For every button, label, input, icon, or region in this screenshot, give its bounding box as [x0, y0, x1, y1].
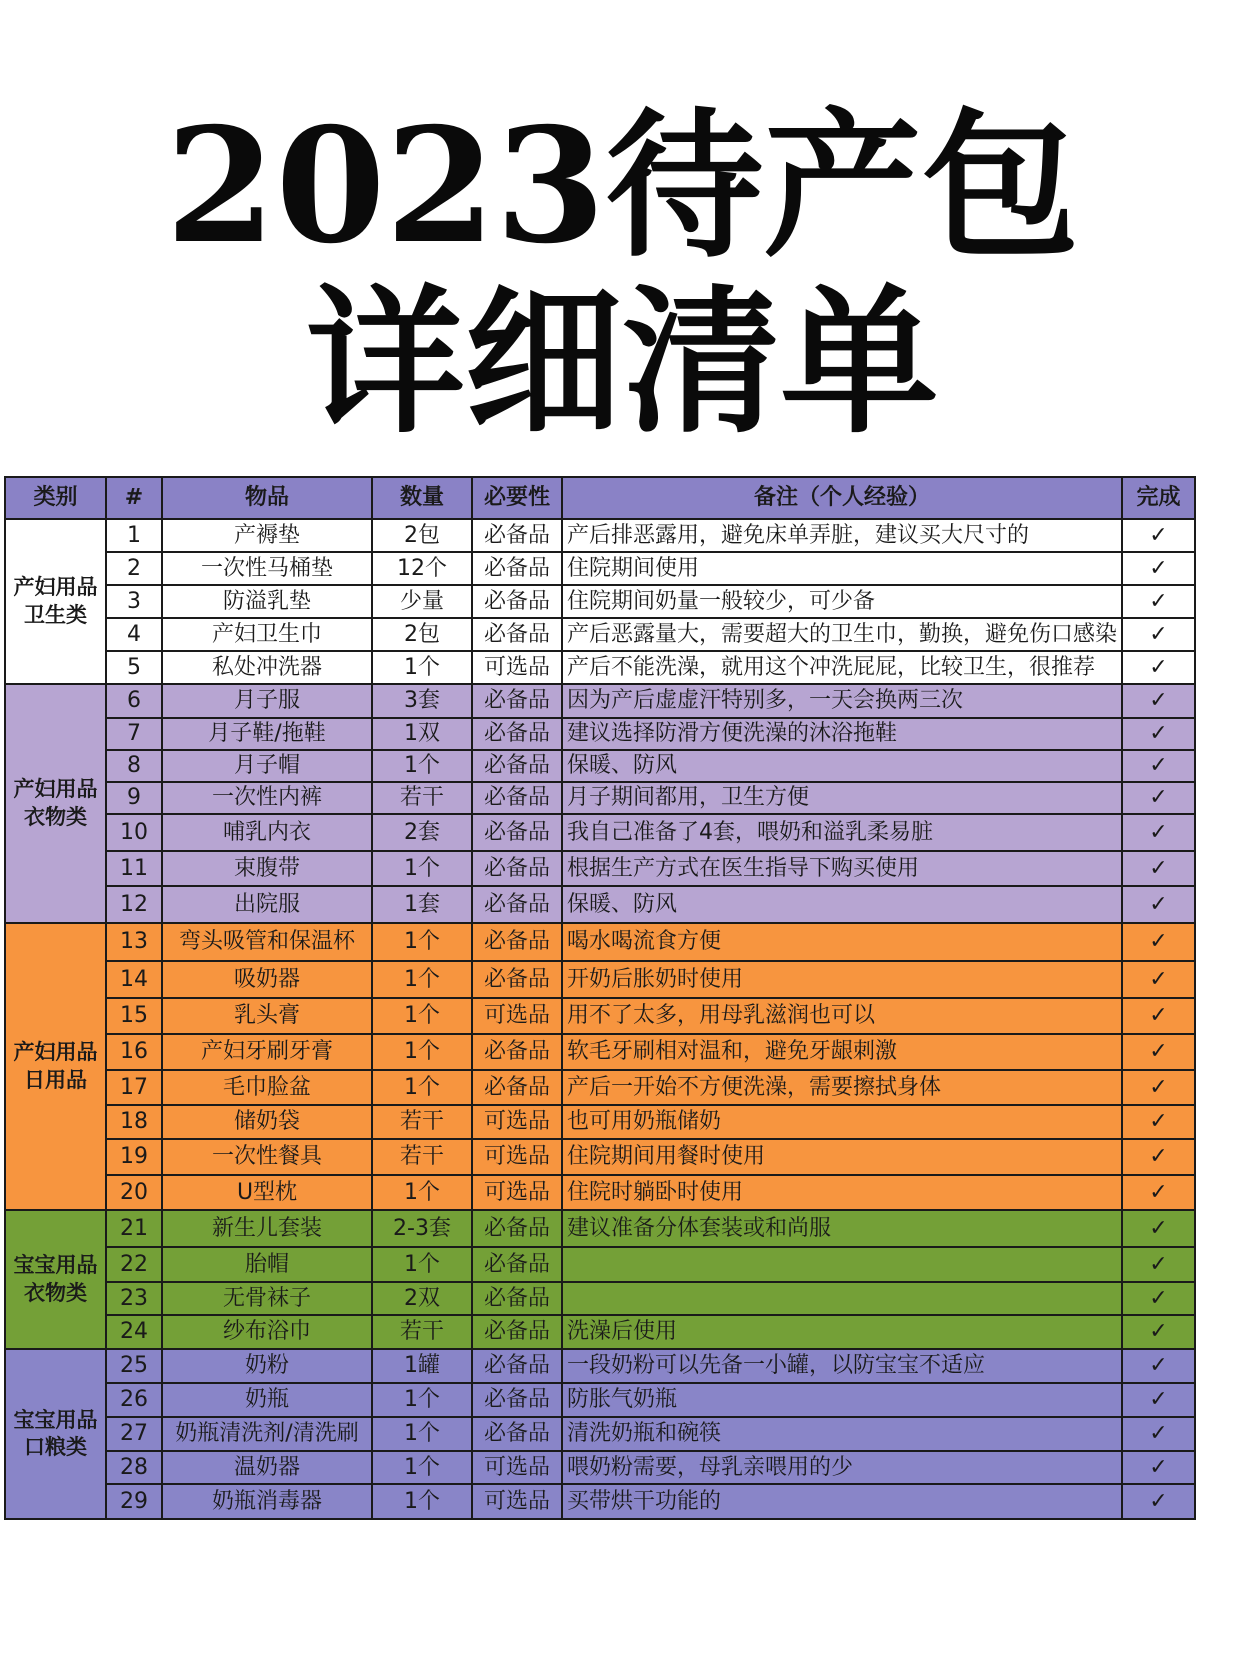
header-row [5, 477, 1195, 519]
item-quantity: 1双 [372, 718, 472, 750]
item-necessity: 可选品 [472, 1105, 562, 1139]
done-checkmark-icon: ✓ [1122, 998, 1195, 1034]
item-name: 纱布浴巾 [162, 1315, 372, 1349]
table-row [5, 923, 1195, 961]
done-checkmark-icon: ✓ [1122, 1383, 1195, 1417]
header-number: # [106, 477, 162, 519]
item-quantity: 1个 [372, 1034, 472, 1070]
row-number: 3 [106, 585, 162, 618]
item-necessity: 可选品 [472, 1139, 562, 1175]
item-necessity: 必备品 [472, 961, 562, 998]
row-number: 20 [106, 1175, 162, 1210]
item-necessity: 可选品 [472, 651, 562, 684]
table-row [5, 1417, 1195, 1451]
item-necessity: 必备品 [472, 1349, 562, 1383]
item-note: 开奶后胀奶时使用 [562, 961, 1122, 998]
done-checkmark-icon: ✓ [1122, 618, 1195, 651]
item-name: 奶粉 [162, 1349, 372, 1383]
table-row [5, 1034, 1195, 1070]
page-title-line1: 2023待产包 [165, 94, 1080, 279]
table-row [5, 1484, 1195, 1519]
done-checkmark-icon: ✓ [1122, 750, 1195, 782]
row-number: 24 [106, 1315, 162, 1349]
item-necessity: 可选品 [472, 1175, 562, 1210]
item-name: 一次性餐具 [162, 1139, 372, 1175]
item-name: 月子服 [162, 684, 372, 718]
item-name: 储奶袋 [162, 1105, 372, 1139]
item-name: 出院服 [162, 886, 372, 923]
header-item: 物品 [162, 477, 372, 519]
row-number: 23 [106, 1282, 162, 1315]
item-name: 胎帽 [162, 1247, 372, 1282]
row-number: 26 [106, 1383, 162, 1417]
item-quantity: 3套 [372, 684, 472, 718]
item-quantity: 若干 [372, 1105, 472, 1139]
item-necessity: 必备品 [472, 1417, 562, 1451]
item-note: 保暖、防风 [562, 886, 1122, 923]
item-note: 住院期间奶量一般较少，可少备 [562, 585, 1122, 618]
table-row [5, 1070, 1195, 1105]
table-row [5, 519, 1195, 552]
table-row [5, 684, 1195, 718]
table-row [5, 1451, 1195, 1484]
item-name: 乳头膏 [162, 998, 372, 1034]
item-note: 保暖、防风 [562, 750, 1122, 782]
item-name: 毛巾脸盆 [162, 1070, 372, 1105]
done-checkmark-icon: ✓ [1122, 585, 1195, 618]
item-necessity: 必备品 [472, 1247, 562, 1282]
row-number: 2 [106, 552, 162, 585]
done-checkmark-icon: ✓ [1122, 923, 1195, 961]
item-quantity: 1个 [372, 1247, 472, 1282]
row-number: 11 [106, 851, 162, 886]
item-name: 私处冲洗器 [162, 651, 372, 684]
row-number: 8 [106, 750, 162, 782]
done-checkmark-icon: ✓ [1122, 1484, 1195, 1519]
header-category: 类别 [5, 477, 106, 519]
row-number: 28 [106, 1451, 162, 1484]
item-necessity: 必备品 [472, 552, 562, 585]
item-name: 束腹带 [162, 851, 372, 886]
item-note [562, 1247, 1122, 1282]
item-quantity: 若干 [372, 782, 472, 814]
item-name: 产妇牙刷牙膏 [162, 1034, 372, 1070]
row-number: 12 [106, 886, 162, 923]
item-quantity: 2包 [372, 519, 472, 552]
table-row [5, 651, 1195, 684]
done-checkmark-icon: ✓ [1122, 1034, 1195, 1070]
item-quantity: 少量 [372, 585, 472, 618]
done-checkmark-icon: ✓ [1122, 1282, 1195, 1315]
done-checkmark-icon: ✓ [1122, 1315, 1195, 1349]
item-note: 软毛牙刷相对温和，避免牙龈刺激 [562, 1034, 1122, 1070]
row-number: 5 [106, 651, 162, 684]
item-note: 产后排恶露用，避免床单弄脏，建议买大尺寸的 [562, 519, 1122, 552]
item-quantity: 若干 [372, 1139, 472, 1175]
row-number: 29 [106, 1484, 162, 1519]
item-necessity: 必备品 [472, 814, 562, 851]
table-row [5, 1315, 1195, 1349]
item-quantity: 1个 [372, 998, 472, 1034]
done-checkmark-icon: ✓ [1122, 1210, 1195, 1247]
item-note: 防胀气奶瓶 [562, 1383, 1122, 1417]
row-number: 1 [106, 519, 162, 552]
table-row [5, 851, 1195, 886]
item-name: 月子帽 [162, 750, 372, 782]
item-quantity: 1个 [372, 961, 472, 998]
item-necessity: 必备品 [472, 519, 562, 552]
item-necessity: 必备品 [472, 585, 562, 618]
item-necessity: 必备品 [472, 1070, 562, 1105]
row-number: 21 [106, 1210, 162, 1247]
item-quantity: 2双 [372, 1282, 472, 1315]
row-number: 22 [106, 1247, 162, 1282]
done-checkmark-icon: ✓ [1122, 1247, 1195, 1282]
header-done: 完成 [1122, 477, 1195, 519]
table-row [5, 814, 1195, 851]
item-note: 用不了太多，用母乳滋润也可以 [562, 998, 1122, 1034]
done-checkmark-icon: ✓ [1122, 1175, 1195, 1210]
item-quantity: 1个 [372, 1383, 472, 1417]
header-notes: 备注（个人经验） [562, 477, 1122, 519]
item-name: 弯头吸管和保温杯 [162, 923, 372, 961]
item-necessity: 必备品 [472, 1315, 562, 1349]
item-name: 吸奶器 [162, 961, 372, 998]
item-name: 奶瓶消毒器 [162, 1484, 372, 1519]
item-note [562, 1282, 1122, 1315]
item-necessity: 可选品 [472, 1451, 562, 1484]
item-necessity: 必备品 [472, 851, 562, 886]
item-note: 住院期间用餐时使用 [562, 1139, 1122, 1175]
done-checkmark-icon: ✓ [1122, 851, 1195, 886]
item-note: 买带烘干功能的 [562, 1484, 1122, 1519]
table-row [5, 1349, 1195, 1383]
table-row [5, 1105, 1195, 1139]
item-necessity: 必备品 [472, 1034, 562, 1070]
table-row [5, 1210, 1195, 1247]
row-number: 25 [106, 1349, 162, 1383]
item-name: 防溢乳垫 [162, 585, 372, 618]
item-name: 奶瓶 [162, 1383, 372, 1417]
done-checkmark-icon: ✓ [1122, 519, 1195, 552]
table-row [5, 585, 1195, 618]
row-number: 18 [106, 1105, 162, 1139]
item-note: 住院时躺卧时使用 [562, 1175, 1122, 1210]
table-row [5, 750, 1195, 782]
item-necessity: 必备品 [472, 718, 562, 750]
row-number: 14 [106, 961, 162, 998]
item-note: 产后不能洗澡，就用这个冲洗屁屁，比较卫生，很推荐 [562, 651, 1122, 684]
item-note: 我自己准备了4套，喂奶和溢乳柔易脏 [562, 814, 1122, 851]
item-name: 一次性马桶垫 [162, 552, 372, 585]
row-number: 9 [106, 782, 162, 814]
item-quantity: 1罐 [372, 1349, 472, 1383]
item-quantity: 1个 [372, 851, 472, 886]
done-checkmark-icon: ✓ [1122, 684, 1195, 718]
category-cell: 产妇用品 日用品 [5, 923, 106, 1210]
done-checkmark-icon: ✓ [1122, 782, 1195, 814]
item-name: 奶瓶清洗剂/清洗刷 [162, 1417, 372, 1451]
row-number: 16 [106, 1034, 162, 1070]
item-note: 也可用奶瓶储奶 [562, 1105, 1122, 1139]
category-cell: 宝宝用品 口粮类 [5, 1349, 106, 1519]
item-necessity: 必备品 [472, 618, 562, 651]
item-quantity: 2套 [372, 814, 472, 851]
item-note: 产后一开始不方便洗澡，需要擦拭身体 [562, 1070, 1122, 1105]
item-quantity: 12个 [372, 552, 472, 585]
row-number: 7 [106, 718, 162, 750]
item-quantity: 1个 [372, 1417, 472, 1451]
item-quantity: 1个 [372, 651, 472, 684]
item-quantity: 2-3套 [372, 1210, 472, 1247]
done-checkmark-icon: ✓ [1122, 718, 1195, 750]
item-note: 因为产后虚虚汗特别多，一天会换两三次 [562, 684, 1122, 718]
table-row [5, 618, 1195, 651]
row-number: 19 [106, 1139, 162, 1175]
item-note: 根据生产方式在医生指导下购买使用 [562, 851, 1122, 886]
row-number: 10 [106, 814, 162, 851]
item-note: 清洗奶瓶和碗筷 [562, 1417, 1122, 1451]
item-necessity: 必备品 [472, 923, 562, 961]
checklist-table [4, 476, 1196, 1520]
item-necessity: 必备品 [472, 1383, 562, 1417]
item-necessity: 可选品 [472, 998, 562, 1034]
done-checkmark-icon: ✓ [1122, 886, 1195, 923]
table-row [5, 1282, 1195, 1315]
item-note: 一段奶粉可以先备一小罐，以防宝宝不适应 [562, 1349, 1122, 1383]
item-note: 洗澡后使用 [562, 1315, 1122, 1349]
item-name: 新生儿套装 [162, 1210, 372, 1247]
item-quantity: 1个 [372, 1070, 472, 1105]
item-necessity: 必备品 [472, 1210, 562, 1247]
category-cell: 产妇用品 衣物类 [5, 684, 106, 923]
item-note: 建议选择防滑方便洗澡的沐浴拖鞋 [562, 718, 1122, 750]
item-quantity: 1套 [372, 886, 472, 923]
item-quantity: 1个 [372, 1484, 472, 1519]
table-row [5, 886, 1195, 923]
item-necessity: 必备品 [472, 886, 562, 923]
item-necessity: 必备品 [472, 750, 562, 782]
done-checkmark-icon: ✓ [1122, 814, 1195, 851]
item-name: U型枕 [162, 1175, 372, 1210]
row-number: 6 [106, 684, 162, 718]
item-note: 建议准备分体套装或和尚服 [562, 1210, 1122, 1247]
table-row [5, 1139, 1195, 1175]
done-checkmark-icon: ✓ [1122, 1349, 1195, 1383]
item-note: 产后恶露量大，需要超大的卫生巾，勤换，避免伤口感染 [562, 618, 1122, 651]
table-row [5, 552, 1195, 585]
header-necessity: 必要性 [472, 477, 562, 519]
row-number: 13 [106, 923, 162, 961]
table-row [5, 718, 1195, 750]
table-row [5, 1175, 1195, 1210]
row-number: 17 [106, 1070, 162, 1105]
done-checkmark-icon: ✓ [1122, 651, 1195, 684]
item-name: 温奶器 [162, 1451, 372, 1484]
table-row [5, 998, 1195, 1034]
item-quantity: 若干 [372, 1315, 472, 1349]
table-row [5, 1247, 1195, 1282]
item-name: 哺乳内衣 [162, 814, 372, 851]
item-quantity: 1个 [372, 923, 472, 961]
done-checkmark-icon: ✓ [1122, 1417, 1195, 1451]
done-checkmark-icon: ✓ [1122, 961, 1195, 998]
done-checkmark-icon: ✓ [1122, 1070, 1195, 1105]
item-name: 产妇卫生巾 [162, 618, 372, 651]
done-checkmark-icon: ✓ [1122, 1105, 1195, 1139]
item-name: 月子鞋/拖鞋 [162, 718, 372, 750]
category-cell: 产妇用品 卫生类 [5, 519, 106, 684]
item-quantity: 1个 [372, 750, 472, 782]
table-row [5, 1383, 1195, 1417]
category-cell: 宝宝用品 衣物类 [5, 1210, 106, 1349]
row-number: 4 [106, 618, 162, 651]
done-checkmark-icon: ✓ [1122, 1451, 1195, 1484]
item-necessity: 必备品 [472, 684, 562, 718]
item-quantity: 2包 [372, 618, 472, 651]
done-checkmark-icon: ✓ [1122, 1139, 1195, 1175]
item-name: 一次性内裤 [162, 782, 372, 814]
item-necessity: 可选品 [472, 1484, 562, 1519]
table-row [5, 961, 1195, 998]
item-necessity: 必备品 [472, 782, 562, 814]
header-quantity: 数量 [372, 477, 472, 519]
row-number: 15 [106, 998, 162, 1034]
done-checkmark-icon: ✓ [1122, 552, 1195, 585]
item-note: 喝水喝流食方便 [562, 923, 1122, 961]
item-quantity: 1个 [372, 1451, 472, 1484]
item-note: 住院期间使用 [562, 552, 1122, 585]
item-note: 喂奶粉需要，母乳亲喂用的少 [562, 1451, 1122, 1484]
item-quantity: 1个 [372, 1175, 472, 1210]
table-row [5, 782, 1195, 814]
item-name: 产褥垫 [162, 519, 372, 552]
page-title-line2: 详细清单 [306, 270, 939, 455]
item-necessity: 必备品 [472, 1282, 562, 1315]
row-number: 27 [106, 1417, 162, 1451]
item-note: 月子期间都用，卫生方便 [562, 782, 1122, 814]
item-name: 无骨袜子 [162, 1282, 372, 1315]
